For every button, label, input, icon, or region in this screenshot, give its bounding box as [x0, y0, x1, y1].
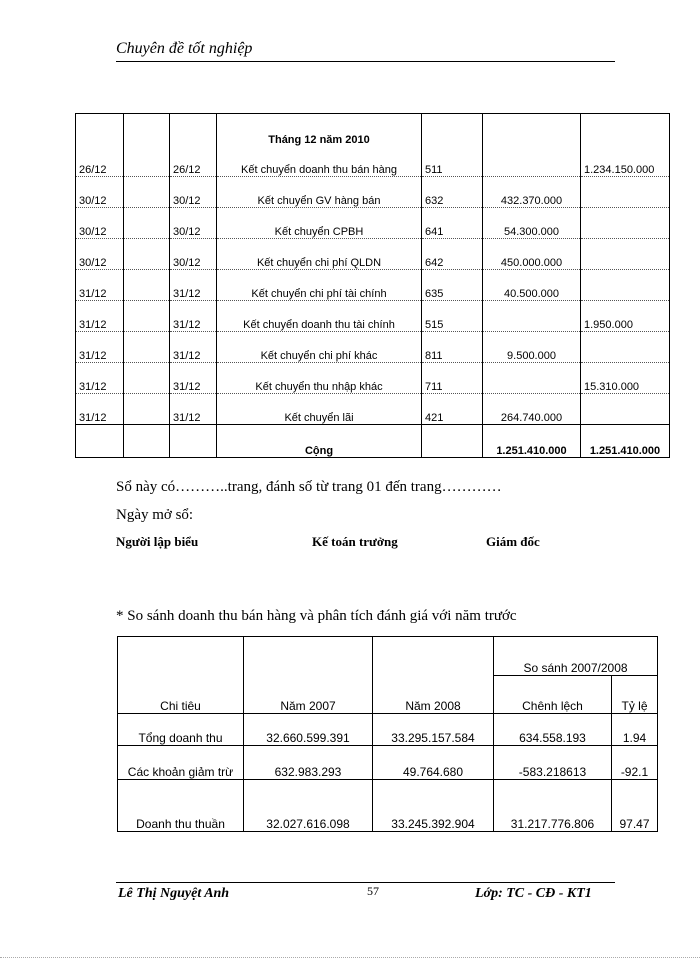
row-account: 511 [422, 146, 483, 177]
row-debit [483, 363, 581, 394]
ledger-total-debit: 1.251.410.000 [483, 425, 581, 458]
col-header-item: Chi tiêu [118, 637, 244, 714]
row-credit [581, 239, 670, 270]
row-description: Kết chuyển chi phí QLDN [217, 239, 422, 270]
row-debit: 432.370.000 [483, 177, 581, 208]
row-description: Kết chuyển GV hàng bán [217, 177, 422, 208]
row-date: 31/12 [76, 332, 124, 363]
row-date: 30/12 [76, 177, 124, 208]
table-row [118, 746, 658, 780]
row-ratio: 97.47 [612, 780, 658, 832]
page-count-note: Sổ này có………..trang, đánh số từ trang 01 đến trang………… [116, 479, 502, 495]
row-account: 632 [422, 177, 483, 208]
header-title: Chuyên đề tốt nghiệp [116, 40, 253, 57]
row-diff: 634.558.193 [494, 714, 612, 746]
row-debit: 264.740.000 [483, 394, 581, 425]
row-credit: 15.310.000 [581, 363, 670, 394]
row-voucher-date: 30/12 [170, 177, 217, 208]
row-account: 642 [422, 239, 483, 270]
row-name: Doanh thu thuần [118, 780, 244, 832]
row-voucher-date: 31/12 [170, 332, 217, 363]
table-row [76, 394, 670, 425]
table-row [76, 177, 670, 208]
row-debit: 9.500.000 [483, 332, 581, 363]
signature-chief-accountant: Kế toán trưởng [312, 534, 398, 549]
row-date: 30/12 [76, 239, 124, 270]
ledger-table [75, 113, 670, 458]
row-debit [483, 301, 581, 332]
row-debit: 54.300.000 [483, 208, 581, 239]
row-date: 31/12 [76, 301, 124, 332]
row-voucher-date: 30/12 [170, 208, 217, 239]
signature-director: Giám đốc [486, 534, 540, 549]
row-value-2008: 49.764.680 [373, 746, 494, 780]
row-value-2007: 32.027.616.098 [244, 780, 373, 832]
row-ratio: -92.1 [612, 746, 658, 780]
row-date: 26/12 [76, 146, 124, 177]
row-credit [581, 208, 670, 239]
row-debit [483, 146, 581, 177]
table-row [76, 208, 670, 239]
table-row [76, 270, 670, 301]
row-account: 515 [422, 301, 483, 332]
row-voucher-no [124, 332, 170, 363]
row-credit [581, 332, 670, 363]
row-diff: -583.218613 [494, 746, 612, 780]
row-voucher-no [124, 177, 170, 208]
table-row [76, 146, 670, 177]
row-account: 811 [422, 332, 483, 363]
footer-divider [116, 882, 615, 883]
row-account: 421 [422, 394, 483, 425]
col-header-group: So sánh 2007/2008 [494, 637, 658, 676]
comparison-heading: * So sánh doanh thu bán hàng và phân tích đánh giá với năm trước [116, 608, 517, 624]
col-header-2008: Năm 2008 [373, 637, 494, 714]
ledger-total-row [76, 425, 670, 458]
page-edge-divider [0, 957, 700, 958]
ledger-month-label: Tháng 12 năm 2010 [217, 114, 422, 147]
row-value-2007: 632.983.293 [244, 746, 373, 780]
row-description: Kết chuyển lãi [217, 394, 422, 425]
table-row [76, 332, 670, 363]
open-date-note: Ngày mở sổ: [116, 507, 194, 523]
row-date: 31/12 [76, 363, 124, 394]
row-account: 641 [422, 208, 483, 239]
header-divider [116, 61, 615, 62]
row-voucher-no [124, 146, 170, 177]
row-voucher-no [124, 270, 170, 301]
row-name: Tổng doanh thu [118, 714, 244, 746]
row-credit [581, 270, 670, 301]
col-header-2007: Năm 2007 [244, 637, 373, 714]
table-row [76, 301, 670, 332]
row-date: 31/12 [76, 270, 124, 301]
row-ratio: 1.94 [612, 714, 658, 746]
ledger-total-credit: 1.251.410.000 [581, 425, 670, 458]
row-voucher-date: 31/12 [170, 394, 217, 425]
row-account: 635 [422, 270, 483, 301]
comparison-table [117, 636, 658, 832]
footer-author: Lê Thị Nguyệt Anh [118, 886, 230, 901]
table-row [76, 239, 670, 270]
row-description: Kết chuyển chi phí tài chính [217, 270, 422, 301]
footer-class: Lớp: TC - CĐ - KT1 [475, 886, 592, 901]
row-debit: 40.500.000 [483, 270, 581, 301]
page-number: 57 [367, 884, 379, 898]
table-row [118, 780, 658, 832]
row-description: Kết chuyển doanh thu bán hàng [217, 146, 422, 177]
row-account: 711 [422, 363, 483, 394]
row-credit [581, 394, 670, 425]
table-row [118, 714, 658, 746]
row-description: Kết chuyển chi phí khác [217, 332, 422, 363]
row-debit: 450.000.000 [483, 239, 581, 270]
row-description: Kết chuyển thu nhập khác [217, 363, 422, 394]
row-date: 30/12 [76, 208, 124, 239]
row-diff: 31.217.776.806 [494, 780, 612, 832]
row-value-2008: 33.295.157.584 [373, 714, 494, 746]
row-date: 31/12 [76, 394, 124, 425]
row-voucher-date: 26/12 [170, 146, 217, 177]
ledger-total-label: Cộng [217, 425, 422, 458]
col-header-diff: Chênh lệch [494, 675, 612, 714]
row-credit: 1.234.150.000 [581, 146, 670, 177]
row-description: Kết chuyển CPBH [217, 208, 422, 239]
row-credit: 1.950.000 [581, 301, 670, 332]
ledger-header-row [76, 114, 670, 147]
row-voucher-date: 30/12 [170, 239, 217, 270]
row-voucher-no [124, 301, 170, 332]
row-value-2008: 33.245.392.904 [373, 780, 494, 832]
row-voucher-date: 31/12 [170, 363, 217, 394]
row-voucher-no [124, 239, 170, 270]
signature-preparer: Người lập biểu [116, 534, 199, 549]
row-voucher-no [124, 208, 170, 239]
row-voucher-no [124, 363, 170, 394]
row-voucher-date: 31/12 [170, 301, 217, 332]
col-header-ratio: Tỷ lệ [612, 675, 658, 714]
row-voucher-date: 31/12 [170, 270, 217, 301]
row-name: Các khoản giảm trừ [118, 746, 244, 780]
row-description: Kết chuyển doanh thu tài chính [217, 301, 422, 332]
row-credit [581, 177, 670, 208]
row-voucher-no [124, 394, 170, 425]
row-value-2007: 32.660.599.391 [244, 714, 373, 746]
table-row [76, 363, 670, 394]
